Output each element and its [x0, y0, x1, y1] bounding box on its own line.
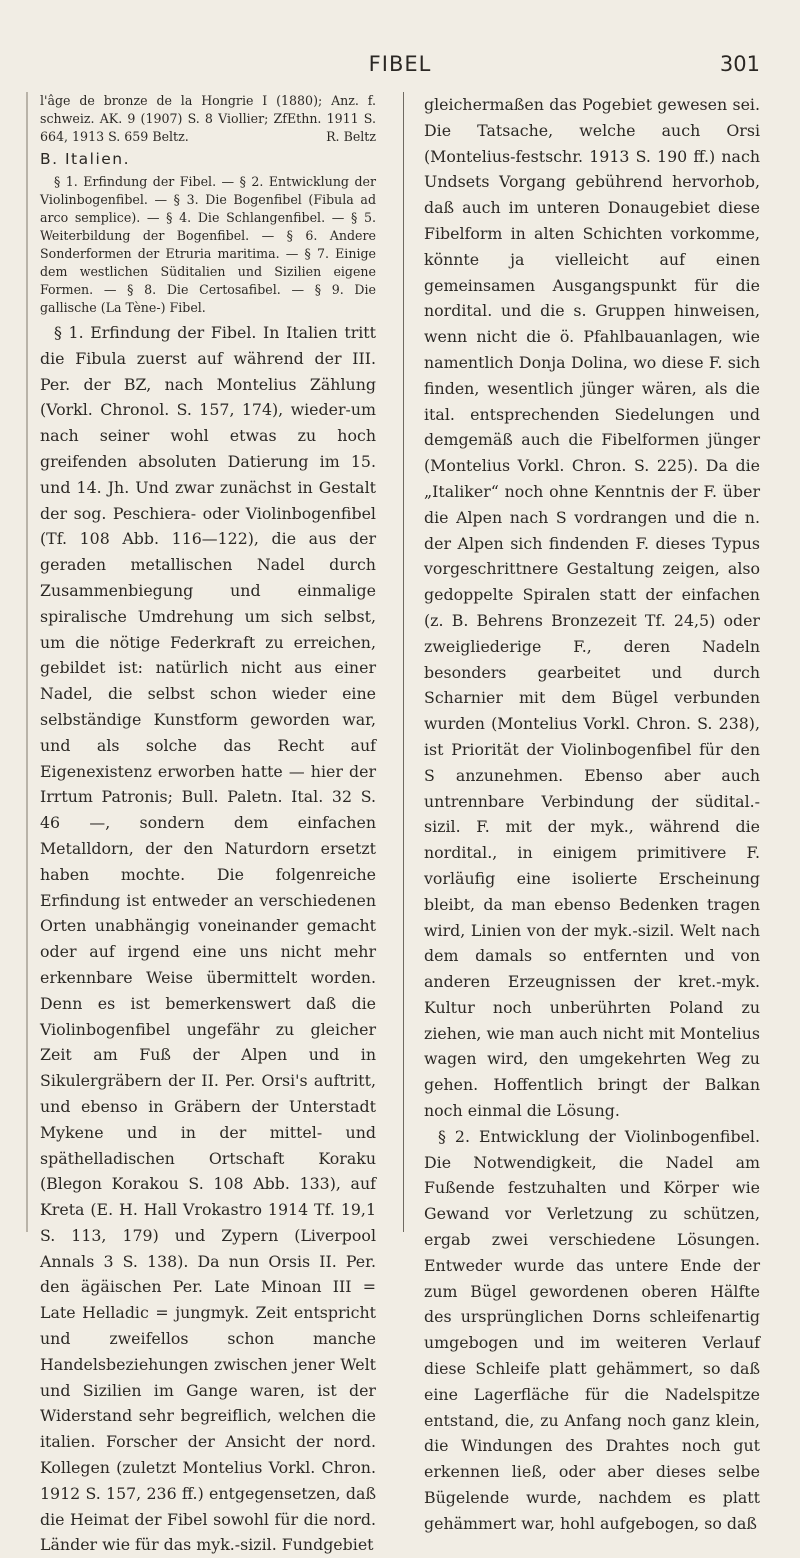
author-signature: R. Beltz	[326, 129, 376, 144]
body-paragraph-1: § 1. Erfindung der Fibel. In Italien tritt die Fibula zuerst auf während der III. Per. der BZ, nach Montelius Zählung (Vorkl. Chronol. S. 157, 174), wieder-um nach seiner wohl etwas zu hoch greifenden absoluten Datierung im 15. und 14. Jh. Und zwar zunächst in Gestalt der sog. Peschiera- oder Violinbogenfibel (Tf. 108 Abb. 116—122), die aus der geraden metallischen Nadel durch Zusammenbiegung und einmalige spiralische Umdrehung um sich selbst, um die nötige Federkraft zu erreichen, gebildet ist: natürlich nicht aus einer Nadel, die selbst schon wieder eine selbständige Kunstform geworden war, und als solche das Recht auf Eigenexistenz erworben hatte — hier der Irrtum Patronis; Bull. Paletn. Ital. 32 S. 46 —, sondern dem einfachen Metalldorn, der den Naturdorn ersetzt haben mochte. Die folgenreiche Erfindung ist entweder an verschiedenen Orten unabhängig voneinander gemacht oder auf irgend eine uns nicht mehr erkennbare Weise übermittelt worden. Denn es ist bemerkenswert daß die Violinbogenfibel ungefähr zu gleicher Zeit am Fuß der Alpen und in Sikulergräbern der II. Per. Orsi's auftritt, und ebenso in Gräbern der Unterstadt Mykene und in der mittel- und späthelladischen Ortschaft Koraku (Blegon Korakou S. 108 Abb. 133), auf Kreta (E. H. Hall Vrokastro 1914 Tf. 19,1 S. 113, 179) und Zypern (Liverpool Annals 3 S. 138). Da nun Orsis II. Per. den ägäischen Per. Late Minoan III = Late Helladic = jungmyk. Zeit entspricht und zweifellos schon manche Handelsbeziehungen zwischen jener Welt und Sizilien im Gange waren, ist der Widerstand sehr begreiflich, welchen die italien. Forscher der Ansicht der nord. Kollegen (zuletzt Montelius Vorkl. Chron. 1912 S. 157, 236 ff.) entgegensetzen, daß die Heimat der Fibel sowohl für die nord. Länder wie für das myk.-sizil. Fundgebiet	[40, 323, 376, 1555]
body-paragraph-2: § 2. Entwicklung der Violinbogenfibel. Die Notwendigkeit, die Nadel am Fußende festzuhalten und Körper wie Gewand vor Verletzung zu schützen, ergab zwei verschiedene Lösungen. Entweder wurde das untere Ende der zum Bügel gewordenen oberen Hälfte des ursprünglichen Dorns schleifenartig umgebogen und im weiteren Verlauf diese Schleife platt gehämmert, so daß eine Lagerfläche für die Nadelspitze entstand, die, zu Anfang noch ganz klein, die Windungen des Drahtes noch gut erkennen ließ, oder aber dieses selbe Bügelende wurde, nachdem es platt gehämmert war, hohl aufgebogen, so daß	[424, 1126, 760, 1533]
section-contents: § 1. Erfindung der Fibel. — § 2. Entwicklung der Violinbogenfibel. — § 3. Die Bogenfibel (Fibula ad arco semplice). — § 4. Die Schlangenfibel. — § 5. Weiterbildung der Bogenfibel. — § 6. Andere Sonderformen der Etruria maritima. — § 7. Einige dem westlichen Süditalien und Sizilien eigene Formen. — § 8. Die Certosafibel. — § 9. Die gallische (La Tène-) Fibel.	[40, 174, 376, 315]
body-paragraph-continued: gleichermaßen das Pogebiet gewesen sei. Die Tatsache, welche auch Orsi (Montelius-festschr. 1913 S. 190 ff.) nach Undsets Vorgang gebührend hervorhob, daß auch im unteren Donaugebiet diese Fibelform in alten Schichten vorkomme, könnte ja vielleicht auf einen gemeinsamen Ausgangspunkt für die nordital. und die s. Gruppen hinweisen, wenn nicht die ö. Pfahlbauanlagen, wie namentlich Donja Dolina, wo diese F. sich finden, wesentlich jünger wären, als die ital. entsprechenden Siedelungen und demgemäß auch die Fibelformen jünger (Montelius Vorkl. Chron. S. 225). Da die „Italiker“ noch ohne Kenntnis der F. über die Alpen nach S vordrangen und die n. der Alpen sich findenden F. dieses Typus vorgeschrittnere Gestaltung zeigen, also gedoppelte Spiralen statt der einfachen (z. B. Behrens Bronzezeit Tf. 24,5) oder zweigliederige F., deren Nadeln besonders gearbeitet und durch Scharnier mit dem Bügel verbunden wurden (Montelius Vorkl. Chron. S. 238), ist Priorität der Violinbogenfibel für den S anzunehmen. Ebenso aber auch untrennbare Verbindung der südital.-sizil. F. mit der myk., während die nordital., in einigem primitivere F. vorläufig eine isolierte Erscheinung bleibt, da man ebenso Bedenken tragen wird, Linien von der myk.-sizil. Welt nach dem damals so entfernten und von anderen Erzeugnissen der kret.-myk. Kultur noch unberührten Poland zu ziehen, wie man auch nicht mit Montelius wagen wird, den umgekehrten Weg zu gehen. Hoffentlich bringt der Balkan noch einmal die Lösung.	[424, 95, 760, 1121]
running-title: FIBEL	[368, 52, 432, 76]
bibliography-reference: l'âge de bronze de la Hongrie I (1880); Anz. f. schweiz. AK. 9 (1907) S. 8 Viollier; ZfEthn. 1911 S. 664, 1913 S. 659 Beltz.	[40, 93, 376, 144]
page-header	[40, 52, 760, 82]
section-heading: B. Italien.	[40, 150, 131, 168]
column-divider	[403, 92, 404, 1232]
right-column	[424, 92, 760, 1537]
page-edge-shadow	[26, 92, 28, 1232]
left-column	[40, 92, 376, 1558]
page-number: 301	[719, 52, 760, 76]
